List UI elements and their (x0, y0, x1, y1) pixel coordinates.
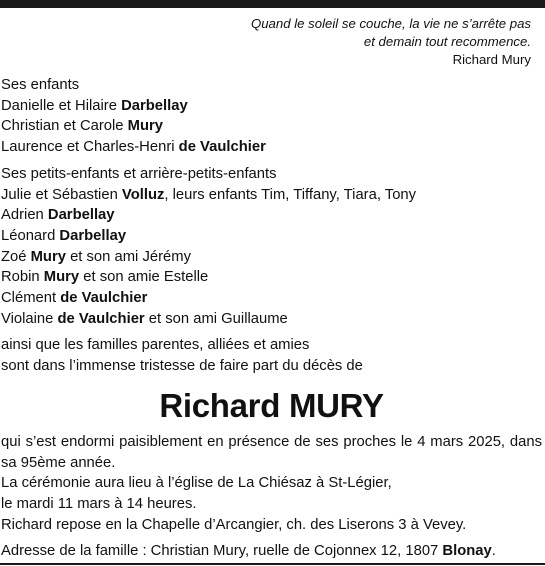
entry-text: Danielle et Hilaire (1, 97, 122, 114)
children-heading: Ses enfants (1, 77, 80, 93)
children-section (1, 75, 542, 158)
families-line-1: ainsi que les familles parentes, alliées et amies (1, 337, 310, 354)
passing-notice: qui s’est endormi paisiblement en présence de ses proches le 4 mars 2025, dans sa 95ème année. (1, 433, 542, 471)
family-name: Mury (127, 118, 164, 135)
entry-text: Clément (1, 290, 61, 307)
grandchildren-section (1, 164, 542, 330)
ceremony-line-1: La cérémonie aura lieu à l’église de La Chiésaz à St-Légier, (1, 475, 392, 492)
entry-text: Laurence et Charles-Henri (1, 139, 179, 156)
rest-location: Richard repose en la Chapelle d’Arcangier, ch. des Liserons 3 à Vevey. (1, 516, 467, 533)
entry-text: Léonard (1, 227, 60, 244)
address-town: Blonay (442, 543, 492, 560)
details-section (1, 432, 542, 536)
grandchildren-entry (1, 205, 542, 226)
family-name: Volluz (121, 186, 165, 203)
families-line-2: sont dans l’immense tristesse de faire part du décès de (1, 358, 363, 375)
address-text: . (491, 543, 496, 560)
grandchildren-entry (1, 247, 542, 268)
quote-author: Richard Mury (452, 52, 531, 67)
family-name: de Vaulchier (57, 310, 145, 327)
entry-text: et son ami Jérémy (65, 248, 191, 265)
family-name: de Vaulchier (178, 139, 266, 156)
address-text: Adresse de la famille : Christian Mury, ruelle de Cojonnex 12, 1807 (1, 543, 443, 560)
grandchildren-entry (1, 288, 542, 309)
entry-text: Zoé (1, 248, 31, 265)
entry-text: Robin (1, 269, 44, 286)
family-name: Darbellay (59, 227, 127, 244)
quote-line-1: Quand le soleil se couche, la vie ne s’arrête pas (250, 16, 531, 31)
entry-text: , leurs enfants Tim, Tiffany, Tiara, Tony (164, 186, 417, 203)
obituary-body (1, 75, 542, 562)
grandchildren-entry (1, 185, 542, 206)
entry-text: et son ami Guillaume (144, 310, 288, 327)
epigraph-quote (251, 15, 531, 69)
children-entry (1, 96, 542, 117)
entry-text: Christian et Carole (1, 118, 128, 135)
family-name: de Vaulchier (60, 290, 148, 307)
top-rule (0, 0, 545, 8)
entry-text: et son amie Estelle (79, 269, 209, 286)
grandchildren-entry (1, 226, 542, 247)
grandchildren-entry (1, 309, 542, 330)
family-name: Darbellay (47, 207, 115, 224)
entry-text: Julie et Sébastien (1, 186, 122, 203)
children-entry (1, 137, 542, 158)
bottom-rule (0, 563, 545, 565)
entry-text: Violaine (1, 310, 58, 327)
ceremony-line-2: le mardi 11 mars à 14 heures. (1, 495, 197, 512)
grandchildren-heading: Ses petits-enfants et arrière-petits-enfants (1, 165, 277, 182)
deceased-name: Richard MURY (159, 386, 384, 424)
family-name: Mury (30, 248, 66, 265)
children-entry (1, 116, 542, 137)
family-name: Mury (43, 269, 80, 286)
quote-line-2: et demain tout recommence. (363, 34, 531, 49)
family-address (1, 541, 542, 562)
entry-text: Adrien (1, 207, 48, 224)
grandchildren-entry (1, 267, 542, 288)
families-section (1, 335, 542, 376)
family-name: Darbellay (121, 97, 188, 114)
